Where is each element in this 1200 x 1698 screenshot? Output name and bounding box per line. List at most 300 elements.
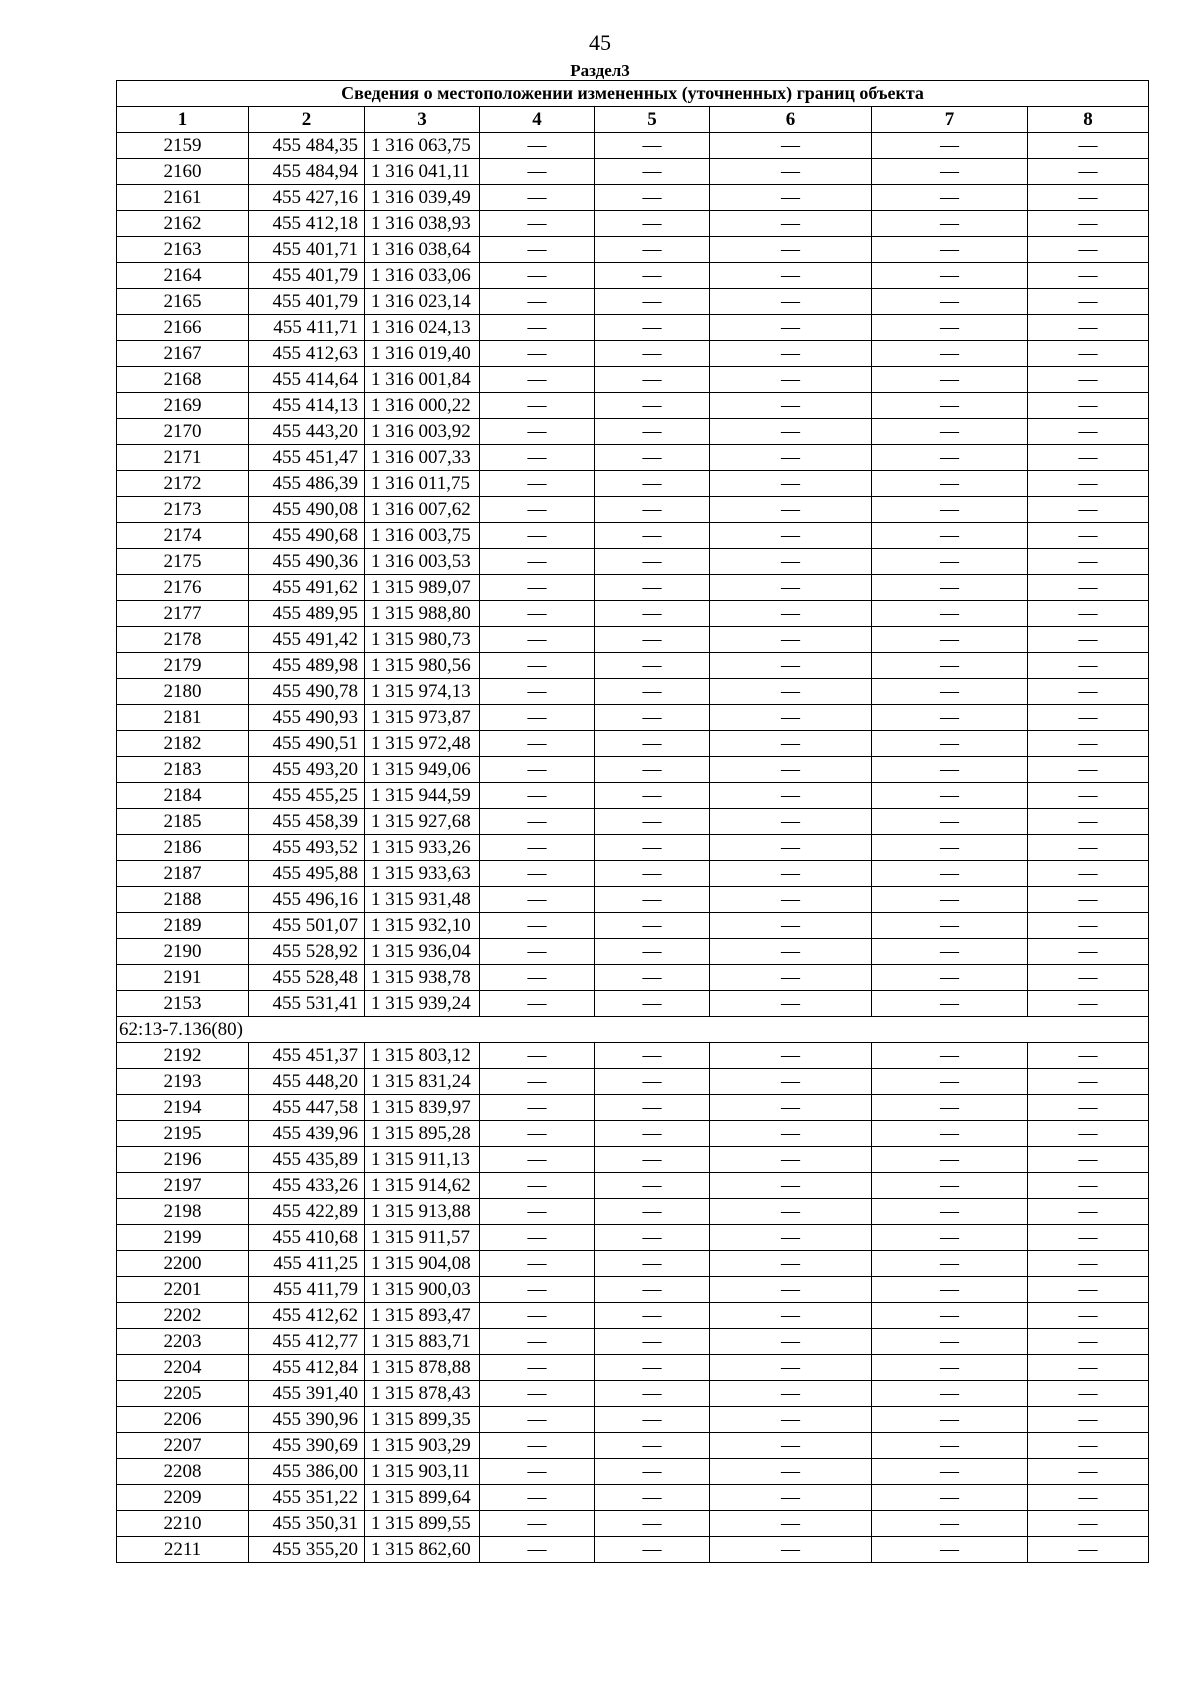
table-row	[117, 991, 1149, 1017]
empty-value-cell: —	[1028, 939, 1149, 965]
empty-value-cell: —	[1028, 393, 1149, 419]
table-row	[117, 185, 1149, 211]
point-number-cell: 2205	[117, 1381, 249, 1407]
empty-value-cell: —	[710, 1511, 872, 1537]
y-coordinate-cell: 1 316 024,13	[365, 315, 480, 341]
point-number-cell: 2203	[117, 1329, 249, 1355]
empty-value-cell: —	[710, 887, 872, 913]
x-coordinate-cell: 455 528,92	[249, 939, 365, 965]
empty-value-cell: —	[872, 159, 1028, 185]
y-coordinate-cell: 1 316 007,33	[365, 445, 480, 471]
empty-value-cell: —	[710, 211, 872, 237]
empty-value-cell: —	[480, 601, 595, 627]
empty-value-cell: —	[1028, 1485, 1149, 1511]
x-coordinate-cell: 455 491,62	[249, 575, 365, 601]
x-coordinate-cell: 455 427,16	[249, 185, 365, 211]
point-number-cell: 2189	[117, 913, 249, 939]
empty-value-cell: —	[595, 1147, 710, 1173]
empty-value-cell: —	[872, 1459, 1028, 1485]
point-number-cell: 2173	[117, 497, 249, 523]
y-coordinate-cell: 1 315 839,97	[365, 1095, 480, 1121]
y-coordinate-cell: 1 315 933,26	[365, 835, 480, 861]
empty-value-cell: —	[710, 1459, 872, 1485]
table-row	[117, 861, 1149, 887]
table-title: Сведения о местоположении измененных (уточненных) границ объекта	[117, 81, 1149, 107]
empty-value-cell: —	[872, 549, 1028, 575]
empty-value-cell: —	[1028, 653, 1149, 679]
x-coordinate-cell: 455 422,89	[249, 1199, 365, 1225]
y-coordinate-cell: 1 315 913,88	[365, 1199, 480, 1225]
empty-value-cell: —	[710, 315, 872, 341]
empty-value-cell: —	[480, 861, 595, 887]
empty-value-cell: —	[480, 1381, 595, 1407]
empty-value-cell: —	[595, 289, 710, 315]
x-coordinate-cell: 455 489,95	[249, 601, 365, 627]
point-number-cell: 2172	[117, 471, 249, 497]
empty-value-cell: —	[1028, 549, 1149, 575]
x-coordinate-cell: 455 447,58	[249, 1095, 365, 1121]
empty-value-cell: —	[595, 549, 710, 575]
empty-value-cell: —	[480, 1459, 595, 1485]
empty-value-cell: —	[1028, 601, 1149, 627]
y-coordinate-cell: 1 316 003,92	[365, 419, 480, 445]
x-coordinate-cell: 455 390,69	[249, 1433, 365, 1459]
empty-value-cell: —	[710, 835, 872, 861]
y-coordinate-cell: 1 316 033,06	[365, 263, 480, 289]
empty-value-cell: —	[710, 367, 872, 393]
empty-value-cell: —	[872, 367, 1028, 393]
x-coordinate-cell: 455 448,20	[249, 1069, 365, 1095]
empty-value-cell: —	[480, 1277, 595, 1303]
y-coordinate-cell: 1 315 878,43	[365, 1381, 480, 1407]
empty-value-cell: —	[480, 965, 595, 991]
y-coordinate-cell: 1 315 936,04	[365, 939, 480, 965]
y-coordinate-cell: 1 315 899,55	[365, 1511, 480, 1537]
empty-value-cell: —	[872, 1251, 1028, 1277]
empty-value-cell: —	[710, 939, 872, 965]
x-coordinate-cell: 455 411,71	[249, 315, 365, 341]
point-number-cell: 2177	[117, 601, 249, 627]
point-number-cell: 2159	[117, 133, 249, 159]
empty-value-cell: —	[480, 419, 595, 445]
empty-value-cell: —	[872, 1329, 1028, 1355]
empty-value-cell: —	[595, 1199, 710, 1225]
x-coordinate-cell: 455 451,37	[249, 1043, 365, 1069]
column-header: 4	[480, 107, 595, 133]
table-row	[117, 1537, 1149, 1563]
point-number-cell: 2166	[117, 315, 249, 341]
table-row	[117, 211, 1149, 237]
empty-value-cell: —	[595, 1485, 710, 1511]
y-coordinate-cell: 1 315 933,63	[365, 861, 480, 887]
x-coordinate-cell: 455 493,20	[249, 757, 365, 783]
empty-value-cell: —	[710, 445, 872, 471]
empty-value-cell: —	[595, 679, 710, 705]
x-coordinate-cell: 455 501,07	[249, 913, 365, 939]
empty-value-cell: —	[480, 445, 595, 471]
empty-value-cell: —	[595, 627, 710, 653]
empty-value-cell: —	[595, 471, 710, 497]
x-coordinate-cell: 455 439,96	[249, 1121, 365, 1147]
empty-value-cell: —	[595, 419, 710, 445]
y-coordinate-cell: 1 315 862,60	[365, 1537, 480, 1563]
empty-value-cell: —	[710, 991, 872, 1017]
empty-value-cell: —	[872, 1485, 1028, 1511]
empty-value-cell: —	[480, 237, 595, 263]
x-coordinate-cell: 455 414,64	[249, 367, 365, 393]
empty-value-cell: —	[595, 913, 710, 939]
empty-value-cell: —	[872, 523, 1028, 549]
table-row	[117, 523, 1149, 549]
y-coordinate-cell: 1 315 899,35	[365, 1407, 480, 1433]
x-coordinate-cell: 455 486,39	[249, 471, 365, 497]
empty-value-cell: —	[595, 601, 710, 627]
table-row	[117, 1121, 1149, 1147]
empty-value-cell: —	[595, 1381, 710, 1407]
table-row	[117, 1485, 1149, 1511]
empty-value-cell: —	[710, 497, 872, 523]
empty-value-cell: —	[1028, 1459, 1149, 1485]
point-number-cell: 2179	[117, 653, 249, 679]
y-coordinate-cell: 1 315 803,12	[365, 1043, 480, 1069]
table-row	[117, 497, 1149, 523]
empty-value-cell: —	[710, 341, 872, 367]
table-row	[117, 1459, 1149, 1485]
empty-value-cell: —	[1028, 1303, 1149, 1329]
empty-value-cell: —	[595, 1407, 710, 1433]
point-number-cell: 2162	[117, 211, 249, 237]
empty-value-cell: —	[595, 1511, 710, 1537]
empty-value-cell: —	[710, 1303, 872, 1329]
empty-value-cell: —	[480, 159, 595, 185]
table-row	[117, 1095, 1149, 1121]
empty-value-cell: —	[872, 185, 1028, 211]
point-number-cell: 2161	[117, 185, 249, 211]
point-number-cell: 2164	[117, 263, 249, 289]
empty-value-cell: —	[1028, 211, 1149, 237]
empty-value-cell: —	[710, 809, 872, 835]
empty-value-cell: —	[872, 341, 1028, 367]
empty-value-cell: —	[710, 185, 872, 211]
empty-value-cell: —	[480, 367, 595, 393]
empty-value-cell: —	[872, 1303, 1028, 1329]
y-coordinate-cell: 1 315 939,24	[365, 991, 480, 1017]
empty-value-cell: —	[1028, 1433, 1149, 1459]
empty-value-cell: —	[480, 315, 595, 341]
y-coordinate-cell: 1 316 038,64	[365, 237, 480, 263]
table-row	[117, 133, 1149, 159]
x-coordinate-cell: 455 490,08	[249, 497, 365, 523]
empty-value-cell: —	[595, 1225, 710, 1251]
empty-value-cell: —	[710, 601, 872, 627]
y-coordinate-cell: 1 316 007,62	[365, 497, 480, 523]
empty-value-cell: —	[1028, 887, 1149, 913]
y-coordinate-cell: 1 315 980,56	[365, 653, 480, 679]
x-coordinate-cell: 455 411,79	[249, 1277, 365, 1303]
empty-value-cell: —	[480, 1121, 595, 1147]
empty-value-cell: —	[1028, 1277, 1149, 1303]
y-coordinate-cell: 1 315 903,29	[365, 1433, 480, 1459]
empty-value-cell: —	[1028, 419, 1149, 445]
empty-value-cell: —	[1028, 809, 1149, 835]
empty-value-cell: —	[1028, 835, 1149, 861]
point-number-cell: 2193	[117, 1069, 249, 1095]
empty-value-cell: —	[480, 263, 595, 289]
point-number-cell: 2170	[117, 419, 249, 445]
table-row	[117, 653, 1149, 679]
empty-value-cell: —	[1028, 367, 1149, 393]
x-coordinate-cell: 455 484,35	[249, 133, 365, 159]
empty-value-cell: —	[480, 887, 595, 913]
empty-value-cell: —	[595, 1329, 710, 1355]
empty-value-cell: —	[595, 263, 710, 289]
empty-value-cell: —	[1028, 861, 1149, 887]
empty-value-cell: —	[710, 575, 872, 601]
point-number-cell: 2201	[117, 1277, 249, 1303]
empty-value-cell: —	[710, 705, 872, 731]
empty-value-cell: —	[710, 783, 872, 809]
empty-value-cell: —	[872, 653, 1028, 679]
empty-value-cell: —	[595, 809, 710, 835]
empty-value-cell: —	[1028, 731, 1149, 757]
x-coordinate-cell: 455 490,93	[249, 705, 365, 731]
table-row	[117, 601, 1149, 627]
empty-value-cell: —	[710, 393, 872, 419]
x-coordinate-cell: 455 412,63	[249, 341, 365, 367]
point-number-cell: 2175	[117, 549, 249, 575]
empty-value-cell: —	[872, 263, 1028, 289]
point-number-cell: 2176	[117, 575, 249, 601]
table-row	[117, 965, 1149, 991]
point-number-cell: 2204	[117, 1355, 249, 1381]
empty-value-cell: —	[1028, 679, 1149, 705]
empty-value-cell: —	[595, 705, 710, 731]
group-row	[117, 1017, 1149, 1043]
empty-value-cell: —	[1028, 185, 1149, 211]
empty-value-cell: —	[872, 835, 1028, 861]
empty-value-cell: —	[595, 575, 710, 601]
x-coordinate-cell: 455 414,13	[249, 393, 365, 419]
table-row	[117, 1225, 1149, 1251]
empty-value-cell: —	[872, 913, 1028, 939]
y-coordinate-cell: 1 315 973,87	[365, 705, 480, 731]
empty-value-cell: —	[710, 289, 872, 315]
table-row	[117, 393, 1149, 419]
column-header: 6	[710, 107, 872, 133]
table-row	[117, 445, 1149, 471]
point-number-cell: 2188	[117, 887, 249, 913]
table-row	[117, 1355, 1149, 1381]
empty-value-cell: —	[1028, 341, 1149, 367]
point-number-cell: 2160	[117, 159, 249, 185]
empty-value-cell: —	[710, 1173, 872, 1199]
empty-value-cell: —	[710, 133, 872, 159]
empty-value-cell: —	[595, 757, 710, 783]
y-coordinate-cell: 1 316 000,22	[365, 393, 480, 419]
table-row	[117, 783, 1149, 809]
y-coordinate-cell: 1 315 972,48	[365, 731, 480, 757]
empty-value-cell: —	[480, 1303, 595, 1329]
empty-value-cell: —	[480, 1485, 595, 1511]
table-row	[117, 1251, 1149, 1277]
table-row	[117, 731, 1149, 757]
table-row	[117, 835, 1149, 861]
point-number-cell: 2165	[117, 289, 249, 315]
x-coordinate-cell: 455 411,25	[249, 1251, 365, 1277]
empty-value-cell: —	[872, 861, 1028, 887]
empty-value-cell: —	[480, 1069, 595, 1095]
x-coordinate-cell: 455 390,96	[249, 1407, 365, 1433]
point-number-cell: 2200	[117, 1251, 249, 1277]
empty-value-cell: —	[595, 1095, 710, 1121]
empty-value-cell: —	[595, 523, 710, 549]
empty-value-cell: —	[1028, 1537, 1149, 1563]
empty-value-cell: —	[595, 887, 710, 913]
y-coordinate-cell: 1 315 911,57	[365, 1225, 480, 1251]
empty-value-cell: —	[710, 471, 872, 497]
point-number-cell: 2191	[117, 965, 249, 991]
empty-value-cell: —	[710, 1433, 872, 1459]
empty-value-cell: —	[872, 809, 1028, 835]
empty-value-cell: —	[595, 1433, 710, 1459]
column-header: 3	[365, 107, 480, 133]
empty-value-cell: —	[710, 1329, 872, 1355]
empty-value-cell: —	[710, 1147, 872, 1173]
point-number-cell: 2169	[117, 393, 249, 419]
empty-value-cell: —	[480, 679, 595, 705]
x-coordinate-cell: 455 495,88	[249, 861, 365, 887]
y-coordinate-cell: 1 316 039,49	[365, 185, 480, 211]
y-coordinate-cell: 1 315 974,13	[365, 679, 480, 705]
x-coordinate-cell: 455 391,40	[249, 1381, 365, 1407]
empty-value-cell: —	[710, 1251, 872, 1277]
table-row	[117, 1043, 1149, 1069]
table-row	[117, 1199, 1149, 1225]
y-coordinate-cell: 1 316 019,40	[365, 341, 480, 367]
column-header: 8	[1028, 107, 1149, 133]
empty-value-cell: —	[710, 419, 872, 445]
empty-value-cell: —	[480, 133, 595, 159]
empty-value-cell: —	[1028, 1225, 1149, 1251]
empty-value-cell: —	[872, 991, 1028, 1017]
empty-value-cell: —	[595, 991, 710, 1017]
empty-value-cell: —	[595, 1043, 710, 1069]
empty-value-cell: —	[710, 965, 872, 991]
table-row	[117, 1511, 1149, 1537]
empty-value-cell: —	[480, 1043, 595, 1069]
empty-value-cell: —	[710, 653, 872, 679]
empty-value-cell: —	[1028, 705, 1149, 731]
empty-value-cell: —	[710, 237, 872, 263]
point-number-cell: 2207	[117, 1433, 249, 1459]
empty-value-cell: —	[872, 1121, 1028, 1147]
empty-value-cell: —	[872, 601, 1028, 627]
column-header-row	[117, 107, 1149, 133]
table-row	[117, 1303, 1149, 1329]
table-row	[117, 341, 1149, 367]
y-coordinate-cell: 1 316 038,93	[365, 211, 480, 237]
empty-value-cell: —	[480, 1147, 595, 1173]
table-row	[117, 263, 1149, 289]
point-number-cell: 2199	[117, 1225, 249, 1251]
y-coordinate-cell: 1 315 883,71	[365, 1329, 480, 1355]
table-row	[117, 419, 1149, 445]
empty-value-cell: —	[872, 783, 1028, 809]
x-coordinate-cell: 455 412,62	[249, 1303, 365, 1329]
empty-value-cell: —	[710, 549, 872, 575]
empty-value-cell: —	[710, 1537, 872, 1563]
empty-value-cell: —	[595, 1251, 710, 1277]
empty-value-cell: —	[872, 419, 1028, 445]
empty-value-cell: —	[710, 159, 872, 185]
table-body	[117, 133, 1149, 1563]
point-number-cell: 2210	[117, 1511, 249, 1537]
empty-value-cell: —	[595, 393, 710, 419]
y-coordinate-cell: 1 315 938,78	[365, 965, 480, 991]
empty-value-cell: —	[480, 705, 595, 731]
empty-value-cell: —	[1028, 913, 1149, 939]
empty-value-cell: —	[480, 471, 595, 497]
x-coordinate-cell: 455 496,16	[249, 887, 365, 913]
point-number-cell: 2211	[117, 1537, 249, 1563]
empty-value-cell: —	[1028, 757, 1149, 783]
table-row	[117, 1277, 1149, 1303]
empty-value-cell: —	[872, 1095, 1028, 1121]
empty-value-cell: —	[710, 1043, 872, 1069]
point-number-cell: 2167	[117, 341, 249, 367]
empty-value-cell: —	[480, 575, 595, 601]
empty-value-cell: —	[710, 1277, 872, 1303]
empty-value-cell: —	[480, 1407, 595, 1433]
empty-value-cell: —	[1028, 1043, 1149, 1069]
empty-value-cell: —	[710, 861, 872, 887]
point-number-cell: 2195	[117, 1121, 249, 1147]
empty-value-cell: —	[710, 523, 872, 549]
x-coordinate-cell: 455 531,41	[249, 991, 365, 1017]
section-label: Раздел3	[570, 61, 630, 80]
point-number-cell: 2183	[117, 757, 249, 783]
y-coordinate-cell: 1 316 003,75	[365, 523, 480, 549]
point-number-cell: 2168	[117, 367, 249, 393]
empty-value-cell: —	[872, 445, 1028, 471]
point-number-cell: 2178	[117, 627, 249, 653]
empty-value-cell: —	[1028, 315, 1149, 341]
y-coordinate-cell: 1 315 911,13	[365, 1147, 480, 1173]
table-row	[117, 575, 1149, 601]
point-number-cell: 2202	[117, 1303, 249, 1329]
point-number-cell: 2197	[117, 1173, 249, 1199]
empty-value-cell: —	[872, 1147, 1028, 1173]
point-number-cell: 2185	[117, 809, 249, 835]
empty-value-cell: —	[872, 887, 1028, 913]
x-coordinate-cell: 455 435,89	[249, 1147, 365, 1173]
x-coordinate-cell: 455 528,48	[249, 965, 365, 991]
x-coordinate-cell: 455 484,94	[249, 159, 365, 185]
x-coordinate-cell: 455 490,36	[249, 549, 365, 575]
column-header: 7	[872, 107, 1028, 133]
empty-value-cell: —	[595, 965, 710, 991]
empty-value-cell: —	[595, 445, 710, 471]
empty-value-cell: —	[710, 263, 872, 289]
x-coordinate-cell: 455 412,84	[249, 1355, 365, 1381]
empty-value-cell: —	[1028, 1355, 1149, 1381]
empty-value-cell: —	[872, 705, 1028, 731]
empty-value-cell: —	[872, 1407, 1028, 1433]
y-coordinate-cell: 1 315 989,07	[365, 575, 480, 601]
point-number-cell: 2184	[117, 783, 249, 809]
empty-value-cell: —	[872, 133, 1028, 159]
empty-value-cell: —	[480, 1433, 595, 1459]
